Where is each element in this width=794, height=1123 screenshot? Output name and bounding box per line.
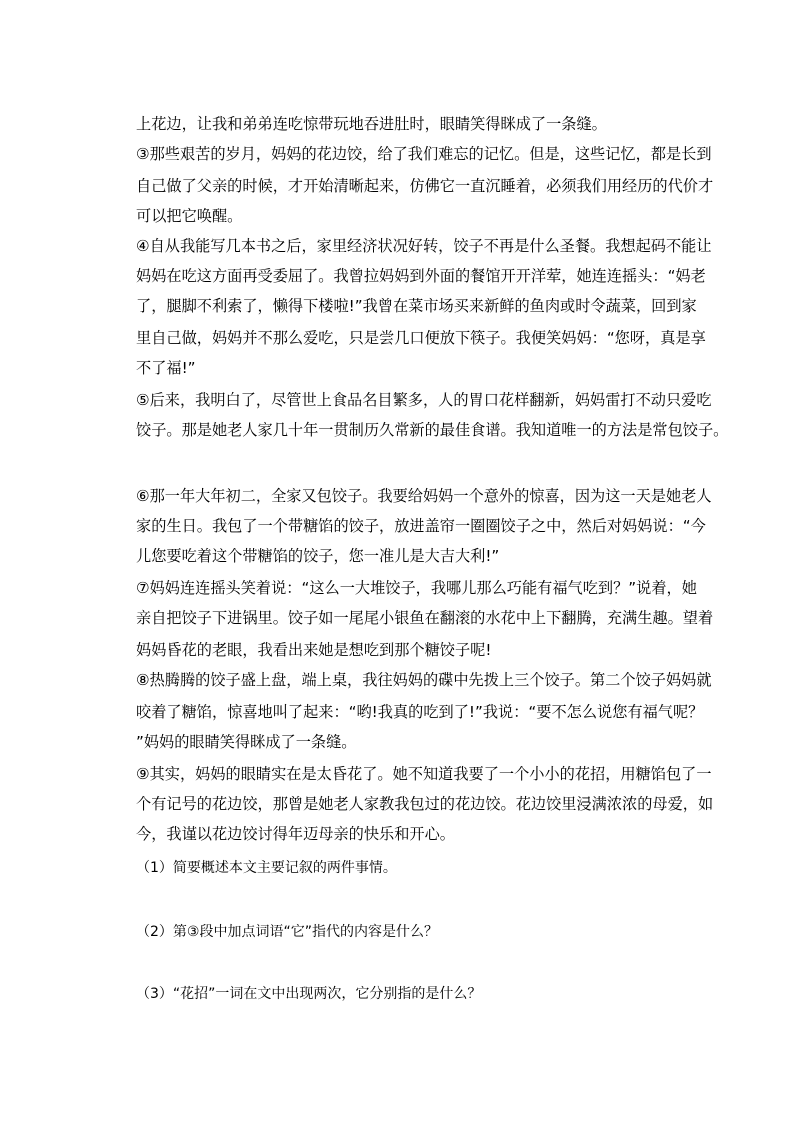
question-3: （3）“花招”一词在文中出现两次，它分别指的是什么？: [136, 986, 482, 1002]
text-line: 个有记号的花边饺，那曾是她老人家教我包过的花边饺。花边饺里浸满浓浓的母爱，如: [136, 795, 714, 813]
text-line: 可以把它唤醒。: [136, 207, 243, 225]
text-line: ④自从我能写几本书之后，家里经济状况好转，饺子不再是什么圣餐。我想起码不能让: [136, 237, 712, 255]
question-1: （1）简要概述本文主要记叙的两件事情。: [136, 860, 397, 876]
text-line: ⑥那一年大年初二，全家又包饺子。我要给妈妈一个意外的惊喜，因为这一天是她老人: [136, 487, 712, 505]
text-line: 饺子。那是她老人家几十年一贯制历久常新的最佳食谱。我知道唯一的方法是常包饺子。: [136, 421, 729, 439]
text-line: ”妈妈的眼睛笑得眯成了一条缝。: [136, 733, 357, 751]
text-line: ⑦妈妈连连摇头笑着说：“这么一大堆饺子，我哪儿那么巧能有福气吃到？”说着，她: [136, 579, 697, 597]
text-line: 妈妈昏花的老眼，我看出来她是想吃到那个糖饺子呢!: [136, 641, 492, 659]
text-line: 今，我谨以花边饺讨得年迈母亲的快乐和开心。: [136, 825, 455, 843]
text-line: 咬着了糖馅，惊喜地叫了起来：“哟!我真的吃到了!”我说：“要不怎么说您有福气呢？: [136, 703, 704, 721]
text-line: ⑧热腾腾的饺子盛上盘，端上桌，我往妈妈的碟中先拨上三个饺子。第二个饺子妈妈就: [136, 671, 712, 689]
text-line: ③那些艰苦的岁月，妈妈的花边饺，给了我们难忘的记忆。但是，这些记忆，都是长到: [136, 145, 712, 163]
text-line: ⑨其实，妈妈的眼睛实在是太昏花了。她不知道我要了一个小小的花招，用糖馅包了一: [136, 765, 712, 783]
text-line: 不了福!”: [136, 359, 196, 377]
text-line: ⑤后来，我明白了，尽管世上食品名目繁多，人的胃口花样翻新，妈妈雷打不动只爱吃: [136, 391, 712, 409]
text-line: 亲自把饺子下进锅里。饺子如一尾尾小银鱼在翻滚的水花中上下翻腾，充满生趣。望着: [136, 609, 714, 627]
text-line: 上花边，让我和弟弟连吃惊带玩地吞进肚时，眼睛笑得眯成了一条缝。: [136, 115, 607, 133]
text-line: 儿您要吃着这个带糖馅的饺子，您一准儿是大吉大利!”: [136, 547, 500, 565]
text-line: 妈妈在吃这方面再受委屈了。我曾拉妈妈到外面的餐馆开开洋荤，她连连摇头：“妈老: [136, 267, 706, 285]
text-line: 了，腿脚不利索了，懒得下楼啦!”我曾在菜市场买来新鲜的鱼肉或时令蔬菜，回到家: [136, 297, 697, 315]
question-2: （2）第③段中加点词语“它”指代的内容是什么？: [136, 924, 438, 940]
text-line: 家的生日。我包了一个带糖馅的饺子，放进盖帘一圈圈饺子之中，然后对妈妈说：“今: [136, 517, 706, 535]
text-line: 自己做了父亲的时候，才开始清晰起来，仿佛它一直沉睡着，必须我们用经历的代价才: [136, 177, 714, 195]
text-line: 里自己做，妈妈并不那么爱吃，只是尝几口便放下筷子。我便笑妈妈：“您呀，真是享: [136, 329, 706, 347]
